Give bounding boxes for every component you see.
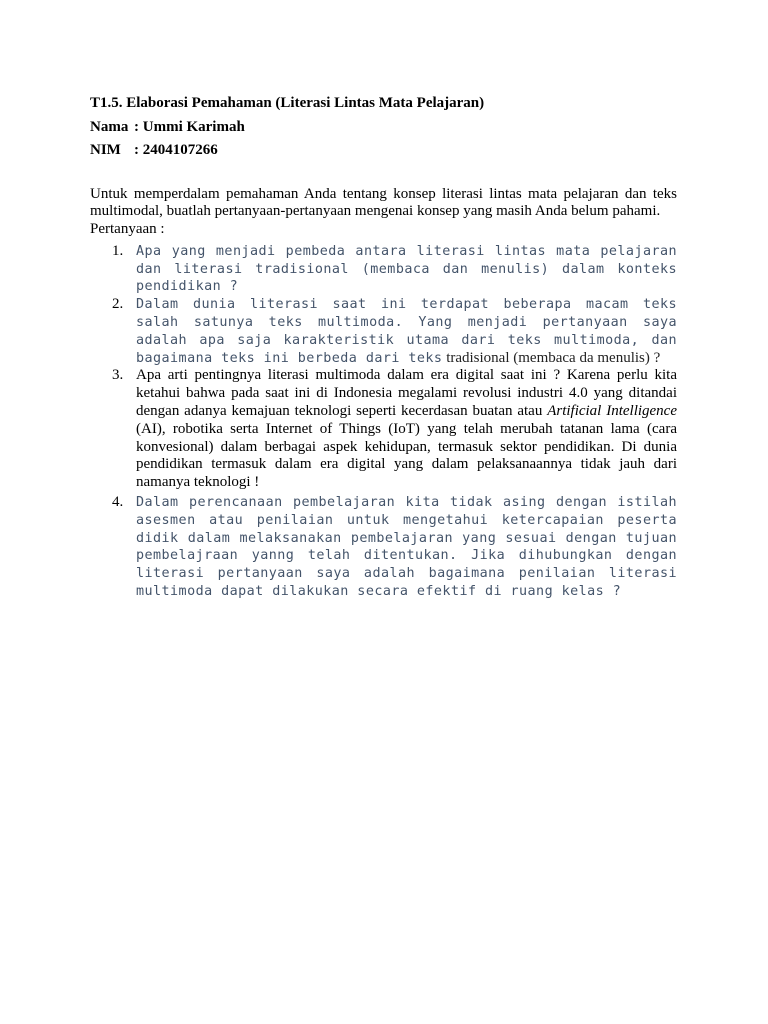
- question-text: Dalam dunia literasi saat ini terdapat beberapa macam teks salah satunya teks multimoda. Yang menjadi pertanyaan saya adalah apa saja karakteristik utama dari teks multimoda, dan bagaimana teks ini berbeda dari teks: [136, 297, 677, 366]
- question-number: 3.: [112, 367, 124, 384]
- name-label: Nama: [90, 118, 129, 135]
- question-number: 1.: [112, 242, 124, 259]
- document-page: [90, 92, 677, 601]
- intro-paragraph: [90, 186, 677, 239]
- question-number: 4.: [112, 494, 124, 511]
- question-text: Apa arti pentingnya literasi multimoda dalam era digital saat ini ? Karena perlu kita ketahui bahwa pada saat ini di Indonesia megalami revolusi industri 4.0 yang ditandai dengan adanya kemajuan teknologi seperti kecerdasan buatan atau: [136, 367, 677, 420]
- nim-value: : 2404107266: [134, 142, 218, 158]
- question-text: Apa yang menjadi pembeda antara literasi lintas mata pelajaran dan literasi tradisional (membaca dan menulis) dalam konteks pendidikan ?: [136, 243, 677, 295]
- question-number: 2.: [112, 296, 124, 313]
- nim-line: [90, 139, 677, 163]
- question-item-1: [90, 243, 677, 296]
- intro-text: Untuk memperdalam pemahaman Anda tentang konsep literasi lintas mata pelajaran dan teks multimodal, buatlah pertanyaan-pertanyaan mengenai konsep yang masih Anda belum pahami.: [90, 185, 677, 220]
- question-item-2: [90, 296, 677, 367]
- question-item-4: [90, 494, 677, 601]
- question-list: [90, 243, 677, 601]
- nim-label: NIM: [90, 142, 121, 158]
- questions-label: Pertanyaan :: [90, 221, 165, 238]
- question-text: Dalam perencanaan pembelajaran kita tidak asing dengan istilah asesmen atau penilaian untuk mengetahui ketercapaian peserta didik dalam melaksanakan pembelajaran yang sesuai dengan tujuan pembelajraan yanng telah ditentukan. Jika dihubungkan dengan literasi pertanyaan saya adalah bagaimana penilaian literasi multimoda dapat dilakukan secara efektif di ruang kelas ?: [136, 495, 677, 600]
- question-text-tail: tradisional (membaca da menulis) ?: [446, 349, 661, 366]
- question-item-3: [90, 367, 677, 492]
- question-text-italic: Artificial Intelligence: [547, 403, 678, 420]
- name-line: [90, 116, 677, 140]
- question-text-after: (AI), robotika serta Internet of Things (IoT) yang telah merubah tatanan lama (cara konvesional) dalam berbagai aspek kehidupan, termasuk sektor pendidikan. Di dunia pendidikan termasuk dalam era digital yang dalam pelaksanaannya tidak jauh dari namanya teknologi !: [136, 420, 677, 491]
- name-value: : Ummi Karimah: [134, 118, 245, 135]
- document-title: T1.5. Elaborasi Pemahaman (Literasi Lintas Mata Pelajaran): [90, 95, 485, 111]
